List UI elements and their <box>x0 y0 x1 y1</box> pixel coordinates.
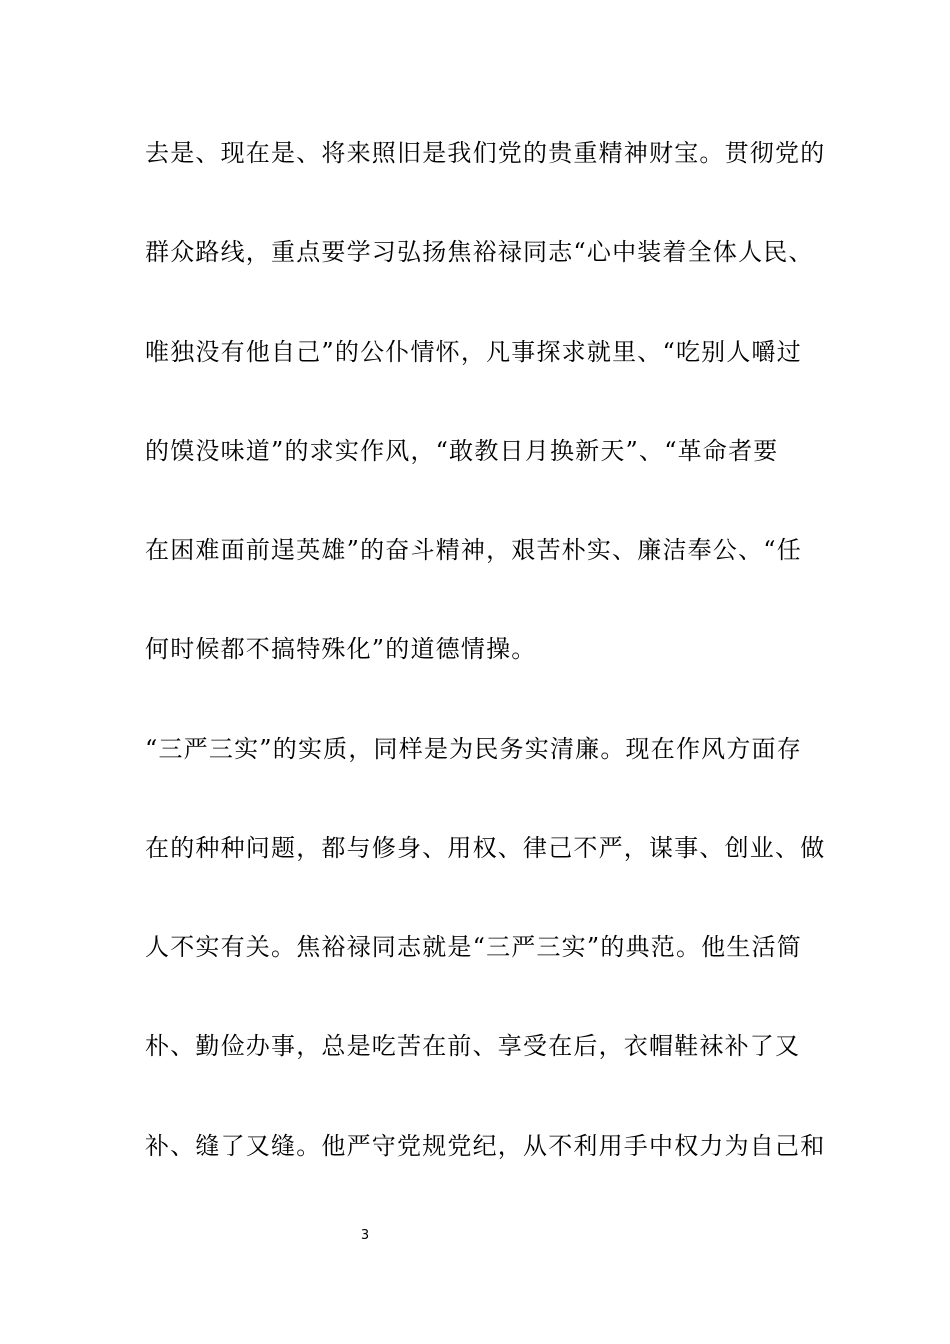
text-line-5: 在困难面前逞英雄”的奋斗精神，艰苦朴实、廉洁奉公、“任 <box>145 536 802 564</box>
text-line-2: 群众路线，重点要学习弘扬焦裕禄同志“心中装着全体人民、 <box>145 238 814 266</box>
text-line-10: 朴、勤俭办事，总是吃苦在前、享受在后，衣帽鞋袜补了又 <box>145 1032 801 1060</box>
text-line-1: 去是、现在是、将来照旧是我们党的贵重精神财宝。贯彻党的 <box>145 139 826 167</box>
page-number: 3 <box>360 1228 370 1243</box>
text-line-11: 补、缝了又缝。他严守党规党纪，从不利用手中权力为自己和 <box>145 1132 826 1160</box>
text-line-6: 何时候都不搞特殊化”的道德情操。 <box>145 635 537 663</box>
text-line-9: 人不实有关。焦裕禄同志就是“三严三实”的典范。他生活简 <box>145 933 802 961</box>
text-line-4: 的馍没味道”的求实作风，“敢教日月换新天”、“革命者要 <box>145 437 779 465</box>
text-line-3: 唯独没有他自己”的公仆情怀，凡事探求就里、“吃别人嚼过 <box>145 338 802 366</box>
text-line-7: “三严三实”的实质，同样是为民务实清廉。现在作风方面存 <box>145 735 802 763</box>
text-line-8: 在的种种问题，都与修身、用权、律己不严，谋事、创业、做 <box>145 834 826 862</box>
